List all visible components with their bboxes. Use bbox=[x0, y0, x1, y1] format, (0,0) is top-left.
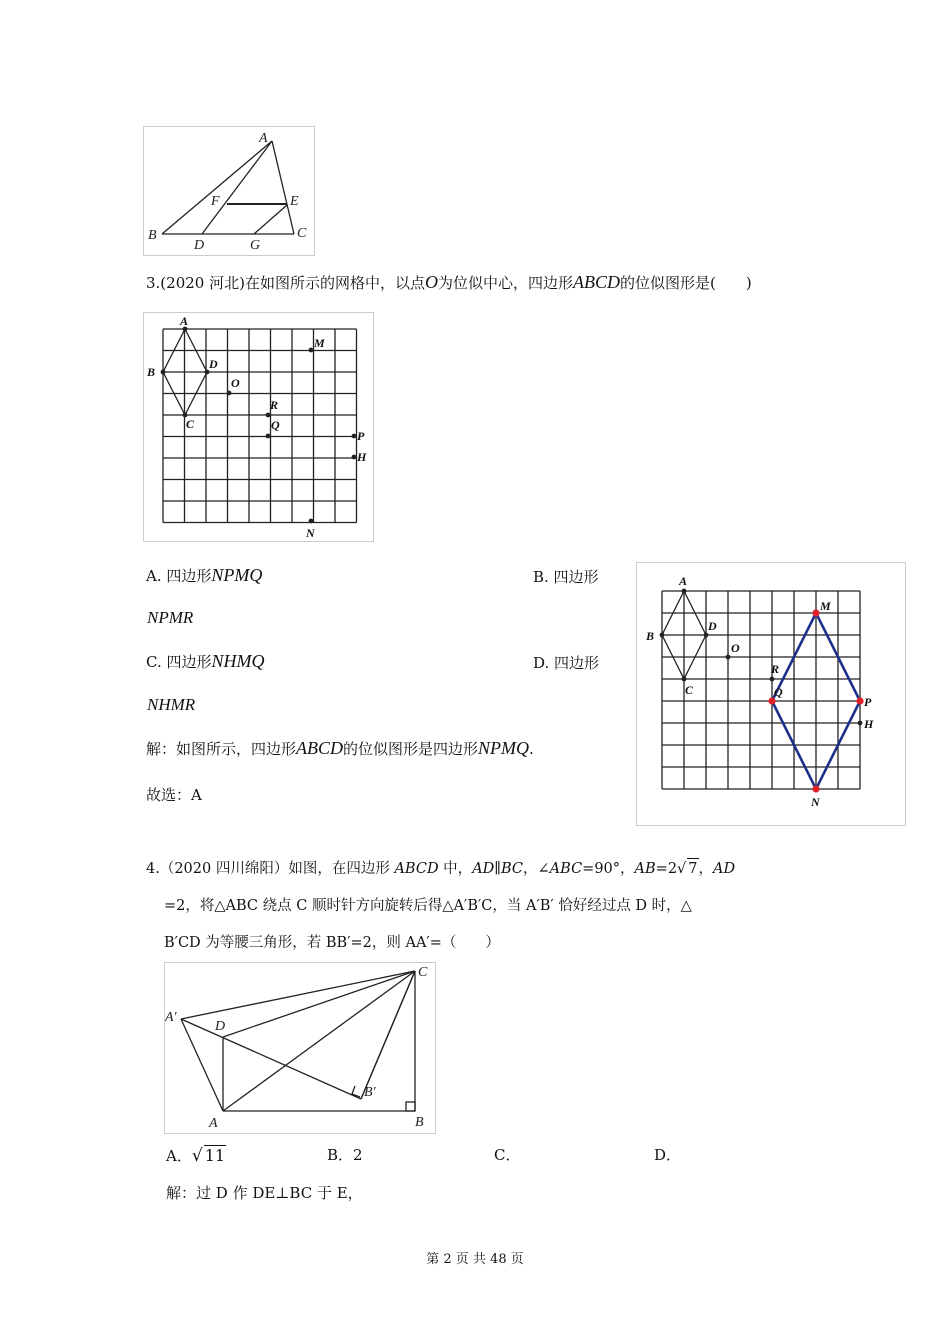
q3-option-d-value: NHMR bbox=[147, 695, 196, 714]
fig4-label-a: A bbox=[209, 1116, 218, 1131]
q3-option-a-value: NPMQ bbox=[211, 565, 263, 585]
q4-line1-eq: =90°， bbox=[582, 861, 635, 877]
grid2-label-m: M bbox=[820, 599, 831, 613]
q3-prefix: 3.(2020 河北)在如图所示的网格中，以点 bbox=[146, 274, 425, 292]
grid2-label-n: N bbox=[811, 795, 820, 809]
q3-solution-abcd: ABCD bbox=[296, 738, 344, 758]
page-footer: 第 2 页 共 48 页 bbox=[426, 1252, 524, 1267]
q4-line1-comma: ， bbox=[698, 861, 714, 877]
q4-line3: B′CD 为等腰三角形，若 BB′=2，则 AA′=（ ） bbox=[164, 935, 500, 951]
fig4-label-a1: A′ bbox=[165, 1010, 177, 1025]
figure-grid-question bbox=[143, 312, 374, 542]
grid1-label-o: O bbox=[231, 376, 240, 390]
q4-line2: =2，将△ABC 绕点 C 顺时针方向旋转后得△A′B′C，当 A′B′ 恰好经过点 D 时，△ bbox=[164, 898, 692, 914]
q3-option-b bbox=[533, 567, 599, 587]
fig1-label-b: B bbox=[148, 228, 157, 243]
grid1-label-d: D bbox=[209, 357, 218, 371]
q3-option-c-label: C. 四边形 bbox=[146, 653, 212, 671]
q4-line1-sqrt: 7 bbox=[687, 858, 698, 879]
grid2-label-a: A bbox=[679, 574, 688, 588]
q3-option-b-label: B. 四边形 bbox=[533, 568, 599, 586]
figure-triangle-parallel bbox=[143, 126, 315, 256]
q3-option-a bbox=[146, 565, 262, 586]
fig4-label-b: B bbox=[415, 1115, 424, 1130]
q3-suffix: 的位似图形是( ) bbox=[619, 274, 752, 292]
q4-line1-abc: ABC bbox=[549, 861, 583, 877]
grid2-label-d: D bbox=[708, 619, 717, 633]
q4-option-c: C． bbox=[494, 1146, 521, 1164]
q3-option-d bbox=[533, 653, 599, 673]
q4-option-b: B．2 bbox=[327, 1146, 363, 1164]
fig1-label-a: A bbox=[259, 131, 268, 146]
q4-sqrt-sign: √ bbox=[677, 861, 687, 877]
q3-point-o: O bbox=[424, 272, 438, 292]
q3-option-c bbox=[146, 651, 264, 672]
fig4-label-b1: B′ bbox=[364, 1085, 376, 1100]
q3-option-d-label: D. 四边形 bbox=[533, 654, 600, 672]
q4-line1-mid2: ，∠ bbox=[523, 861, 550, 877]
grid2-label-o: O bbox=[731, 641, 740, 655]
grid1-label-h: H bbox=[357, 450, 367, 464]
q3-option-c-value: NHMQ bbox=[211, 651, 265, 671]
q4-option-d: D． bbox=[654, 1146, 682, 1164]
grid1-label-r: R bbox=[270, 398, 279, 412]
grid1-label-p: P bbox=[357, 429, 365, 443]
fig1-label-f: F bbox=[211, 194, 220, 209]
q4-line1-ab: AB bbox=[634, 861, 656, 877]
fig1-label-c: C bbox=[297, 226, 307, 241]
grid1-label-m: M bbox=[314, 336, 325, 350]
q4-option-a-value: 11 bbox=[204, 1146, 226, 1165]
q4-line1-cond: AD∥BC bbox=[472, 861, 524, 877]
q3-solution-answer: NPMQ bbox=[478, 738, 530, 758]
grid1-label-b: B bbox=[147, 365, 156, 379]
q4-line1 bbox=[146, 858, 735, 879]
fig1-label-g: G bbox=[250, 238, 261, 253]
q3-option-b-value: NPMR bbox=[147, 608, 194, 627]
q3-option-a-label: A. 四边形 bbox=[146, 567, 212, 585]
q3-abcd: ABCD bbox=[572, 272, 620, 292]
q4-opt-a-sqrt-sign: √ bbox=[191, 1146, 203, 1166]
grid2-label-c: C bbox=[685, 683, 694, 697]
grid1-label-n: N bbox=[306, 526, 315, 540]
q3-solution bbox=[146, 738, 534, 759]
q4-line1-mid: 中， bbox=[438, 861, 473, 877]
q4-option-a-label: A． bbox=[166, 1147, 192, 1165]
grid1-label-c: C bbox=[186, 417, 195, 431]
q3-stem bbox=[146, 272, 752, 293]
figure-grid-solution bbox=[636, 562, 906, 826]
q4-line1-abcd: ABCD bbox=[394, 861, 439, 877]
grid2-label-h: H bbox=[864, 717, 874, 731]
q4-option-a bbox=[166, 1145, 226, 1166]
grid2-label-b: B bbox=[646, 629, 655, 643]
q3-choice: 故选：A bbox=[146, 786, 202, 804]
q4-line1-eq2: =2 bbox=[655, 861, 678, 877]
grid1-label-a: A bbox=[180, 314, 189, 328]
grid2-label-q: Q bbox=[774, 685, 783, 699]
q3-solution-end: . bbox=[529, 740, 534, 758]
q4-line1-prefix: 4.（2020 四川绵阳）如图，在四边形 bbox=[146, 861, 395, 877]
q3-solution-mid: 的位似图形是四边形 bbox=[343, 740, 479, 758]
q3-solution-prefix: 解：如图所示，四边形 bbox=[146, 740, 297, 758]
fig1-label-e: E bbox=[290, 194, 299, 209]
q4-solution: 解：过 D 作 DE⊥BC 于 E， bbox=[166, 1184, 363, 1202]
fig4-label-d: D bbox=[215, 1019, 226, 1034]
fig1-label-d: D bbox=[194, 238, 205, 253]
grid2-label-r: R bbox=[771, 662, 780, 676]
grid1-label-q: Q bbox=[271, 418, 280, 432]
figure-rotation bbox=[164, 962, 436, 1134]
grid2-label-p: P bbox=[864, 695, 872, 709]
q3-mid: 为位似中心，四边形 bbox=[437, 274, 573, 292]
fig4-label-c: C bbox=[418, 965, 428, 980]
q4-line1-ad: AD bbox=[713, 861, 736, 877]
